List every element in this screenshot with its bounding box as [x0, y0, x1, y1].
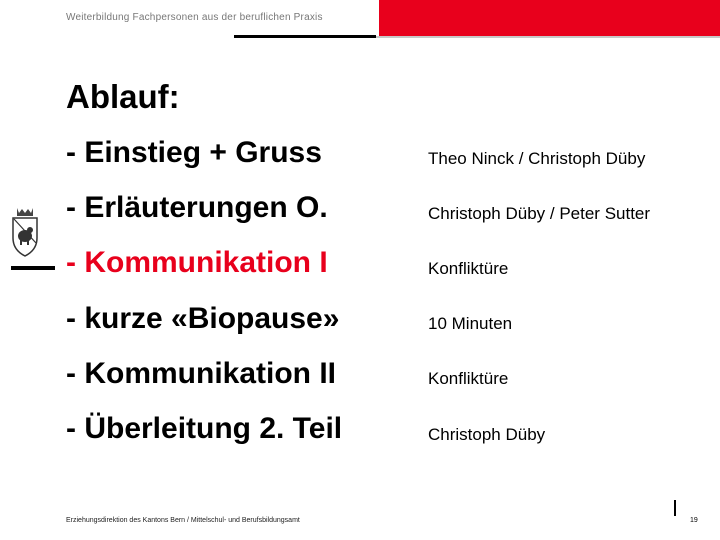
header-rule-gray: [376, 36, 720, 38]
agenda-person: Theo Ninck / Christoph Düby: [428, 149, 646, 168]
header-title: Weiterbildung Fachpersonen aus der beruflichen Praxis: [66, 12, 323, 23]
agenda-person: Christoph Düby / Peter Sutter: [428, 204, 651, 223]
agenda-person: 10 Minuten: [428, 314, 513, 333]
footer-rule: [674, 500, 676, 516]
header-rule: [234, 35, 376, 38]
agenda-person: Christoph Düby: [428, 425, 546, 444]
footer-text: Erziehungsdirektion des Kantons Bern / Mittelschul- und Berufsbildungsamt: [66, 517, 300, 524]
agenda-item-highlight: - Kommunikation I: [66, 246, 328, 279]
slide-title: Ablauf:: [66, 78, 180, 115]
bern-crest-icon: [11, 206, 39, 260]
agenda-item: - kurze «Biopause»: [66, 302, 340, 335]
side-accent-bar: [11, 266, 55, 270]
agenda-item: - Überleitung 2. Teil: [66, 412, 343, 445]
agenda-item: - Erläuterungen O.: [66, 191, 328, 224]
page-number: 19: [690, 517, 698, 524]
agenda-person: Konfliktüre: [428, 259, 509, 278]
brand-red-block: [377, 0, 720, 36]
agenda-person: Konfliktüre: [428, 369, 509, 388]
agenda-item: - Einstieg + Gruss: [66, 136, 322, 169]
agenda-item: - Kommunikation II: [66, 357, 336, 390]
